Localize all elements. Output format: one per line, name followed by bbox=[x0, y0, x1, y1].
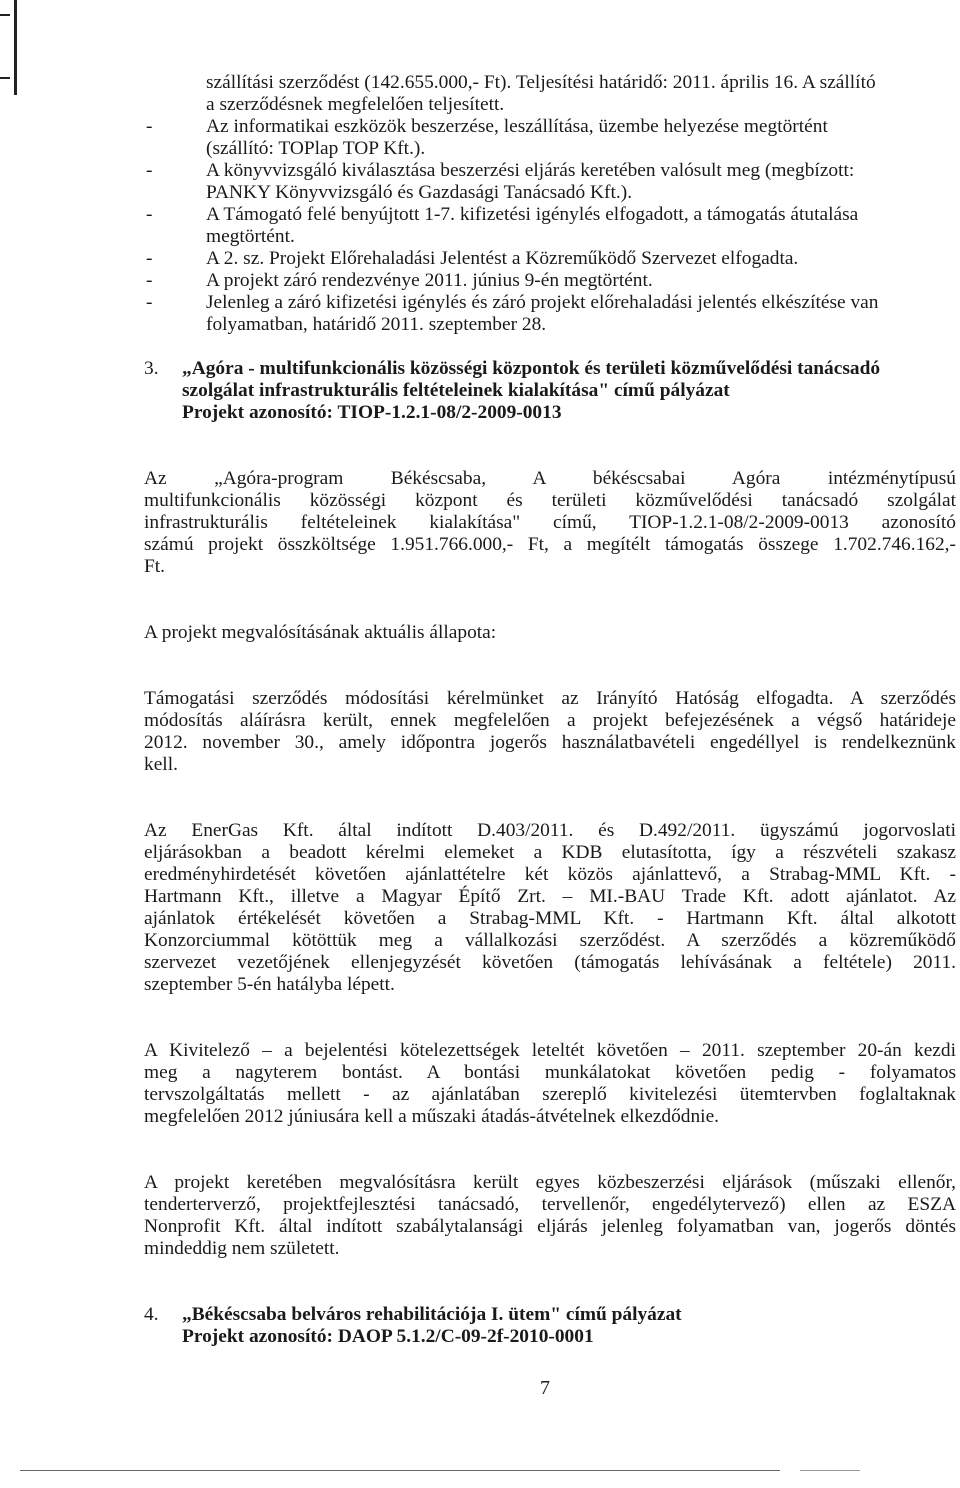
text-line: módosítás aláírásra került, ennek megfelelően a projekt befejezésének a végső határideje bbox=[144, 710, 956, 731]
text-line: Hartmann Kft., illetve a Magyar Építő Zrt. – MI.-BAU Trade Kft. adott ajánlatot. Az bbox=[144, 886, 956, 907]
section-heading bbox=[144, 358, 956, 424]
list-item bbox=[144, 204, 956, 248]
scan-edge-mark bbox=[14, 0, 17, 95]
text-line: tenderterverző, projektfejlesztési tanácsadó, tervellenőr, engedélytervező) ellen az ESZA bbox=[144, 1194, 956, 1215]
page-number: 7 bbox=[540, 1377, 550, 1399]
text-line: kell. bbox=[144, 754, 178, 775]
text-line: szállítási szerződést (142.655.000,- Ft). Teljesítési határidő: 2011. április 16. A szállító bbox=[206, 72, 876, 93]
text-line: eljárásokban a beadott kérelmi elemeket a KDB elutasította, így a részvételi szakasz bbox=[144, 842, 956, 863]
footer-rule bbox=[800, 1470, 860, 1471]
text-line: ajánlatok értékelését követően a Strabag-MML Kft. - Hartmann Kft. által alkotott bbox=[144, 908, 956, 929]
text-line: megtörtént. bbox=[206, 226, 295, 247]
footer-rule bbox=[20, 1470, 780, 1471]
text-line: 2012. november 30., amely időpontra jogerős használatbavételi engedéllyel is rendelkeznünk bbox=[144, 732, 956, 753]
text-line: Konzorciummal kötöttük meg a vállalkozási szerződést. A szerződés a közreműködő bbox=[144, 930, 956, 951]
paragraph bbox=[144, 688, 956, 776]
text-line: Nonprofit Kft. által indított szabálytalansági eljárás jelenleg folyamatban van, jogerős döntés bbox=[144, 1216, 956, 1237]
section-title-line: szolgálat infrastrukturális feltételeinek kialakítása" című pályázat bbox=[182, 380, 730, 401]
list-dash: - bbox=[146, 160, 153, 181]
scan-edge-dash bbox=[0, 14, 10, 16]
list-item bbox=[144, 292, 956, 336]
list-continuation bbox=[144, 72, 956, 116]
section-number: 3. bbox=[144, 358, 159, 379]
list-item bbox=[144, 248, 956, 270]
text-line: A Támogató felé benyújtott 1-7. kifizetési igénylés elfogadott, a támogatás átutalása bbox=[206, 204, 859, 225]
paragraph bbox=[144, 1040, 956, 1128]
text-line: A Kivitelező – a bejelentési kötelezettségek leteltét követően – 2011. szeptember 20-án kezdi bbox=[144, 1040, 956, 1061]
text-line: infrastrukturális feltételeinek kialakítása" című, TIOP-1.2.1-08/2-2009-0013 azonosító bbox=[144, 512, 956, 533]
list-dash: - bbox=[146, 292, 153, 313]
section-number: 4. bbox=[144, 1304, 159, 1325]
section-title-line: „Agóra - multifunkcionális közösségi központok és területi közművelődési tanácsadó bbox=[182, 358, 881, 379]
text-line: mindeddig nem született. bbox=[144, 1238, 340, 1259]
text-line: Az „Agóra-program Békéscsaba, A békéscsabai Agóra intézménytípusú bbox=[144, 468, 956, 489]
section-heading bbox=[144, 1304, 956, 1348]
list-item bbox=[144, 270, 956, 292]
project-id: Projekt azonosító: DAOP 5.1.2/C-09-2f-2010-0001 bbox=[182, 1326, 594, 1347]
text-line: szeptember 5-én hatályba lépett. bbox=[144, 974, 395, 995]
text-line: tervszolgáltatás mellett - az ajánlatában szereplő kivitelezési ütemtervben foglaltaknak bbox=[144, 1084, 956, 1105]
list-dash: - bbox=[146, 248, 153, 269]
list-dash: - bbox=[146, 204, 153, 225]
paragraph bbox=[144, 820, 956, 996]
list-dash: - bbox=[146, 270, 153, 291]
text-line: meg a nagyterem bontást. A bontási munkálatokat követően pedig - folyamatos bbox=[144, 1062, 956, 1083]
text-line: Támogatási szerződés módosítási kérelmünket az Irányító Hatóság elfogadta. A szerződés bbox=[144, 688, 956, 709]
text-line: megfelelően 2012 júniusára kell a műszaki átadás-átvételnek elkezdődnie. bbox=[144, 1106, 720, 1127]
list-dash: - bbox=[146, 116, 153, 137]
list-item bbox=[144, 116, 956, 160]
scan-edge-dash bbox=[0, 77, 10, 79]
text-line: PANKY Könyvvizsgáló és Gazdasági Tanácsadó Kft.). bbox=[206, 182, 633, 203]
text-line: A 2. sz. Projekt Előrehaladási Jelentést a Közreműködő Szervezet elfogadta. bbox=[206, 248, 799, 269]
text-line: a szerződésnek megfelelően teljesített. bbox=[206, 94, 505, 115]
text-line: Jelenleg a záró kifizetési igénylés és záró projekt előrehaladási jelentés elkészítése van bbox=[206, 292, 879, 313]
text-line: eredményhirdetését követően ajánlattételre két közös ajánlattevő, a Strabag-MML Kft. - bbox=[144, 864, 956, 885]
text-line: Ft. bbox=[144, 556, 166, 577]
intro-paragraph bbox=[144, 468, 956, 578]
text-line: multifunkcionális közösségi központ és területi közművelődési tanácsadó szolgálat bbox=[144, 490, 956, 511]
text-line: Az informatikai eszközök beszerzése, leszállítása, üzembe helyezése megtörtént bbox=[206, 116, 828, 137]
text-line: A könyvvizsgáló kiválasztása beszerzési eljárás keretében valósult meg (megbízott: bbox=[206, 160, 855, 181]
paragraph bbox=[144, 1172, 956, 1260]
text-line: A projekt záró rendezvénye 2011. június 9-én megtörtént. bbox=[206, 270, 653, 291]
text-line: számú projekt összköltsége 1.951.766.000,- Ft, a megítélt támogatás összege 1.702.746.162,- bbox=[144, 534, 956, 555]
text-line: (szállító: TOPlap TOP Kft.). bbox=[206, 138, 426, 159]
section-title-line: „Békéscsaba belváros rehabilitációja I. ütem" című pályázat bbox=[182, 1304, 682, 1325]
status-heading: A projekt megvalósításának aktuális állapota: bbox=[144, 622, 497, 643]
text-line: folyamatban, határidő 2011. szeptember 28. bbox=[206, 314, 547, 335]
list-item bbox=[144, 160, 956, 204]
text-line: Az EnerGas Kft. által indított D.403/2011. és D.492/2011. ügyszámú jogorvoslati bbox=[144, 820, 956, 841]
text-line: szervezet vezetőjének ellenjegyzését követően (támogatás lehívásának a feltétele) 2011. bbox=[144, 952, 956, 973]
text-line: A projekt keretében megvalósításra került egyes közbeszerzési eljárások (műszaki ellenőr, bbox=[144, 1172, 956, 1193]
project-id: Projekt azonosító: TIOP-1.2.1-08/2-2009-0013 bbox=[182, 402, 562, 423]
page-content bbox=[144, 72, 956, 1348]
